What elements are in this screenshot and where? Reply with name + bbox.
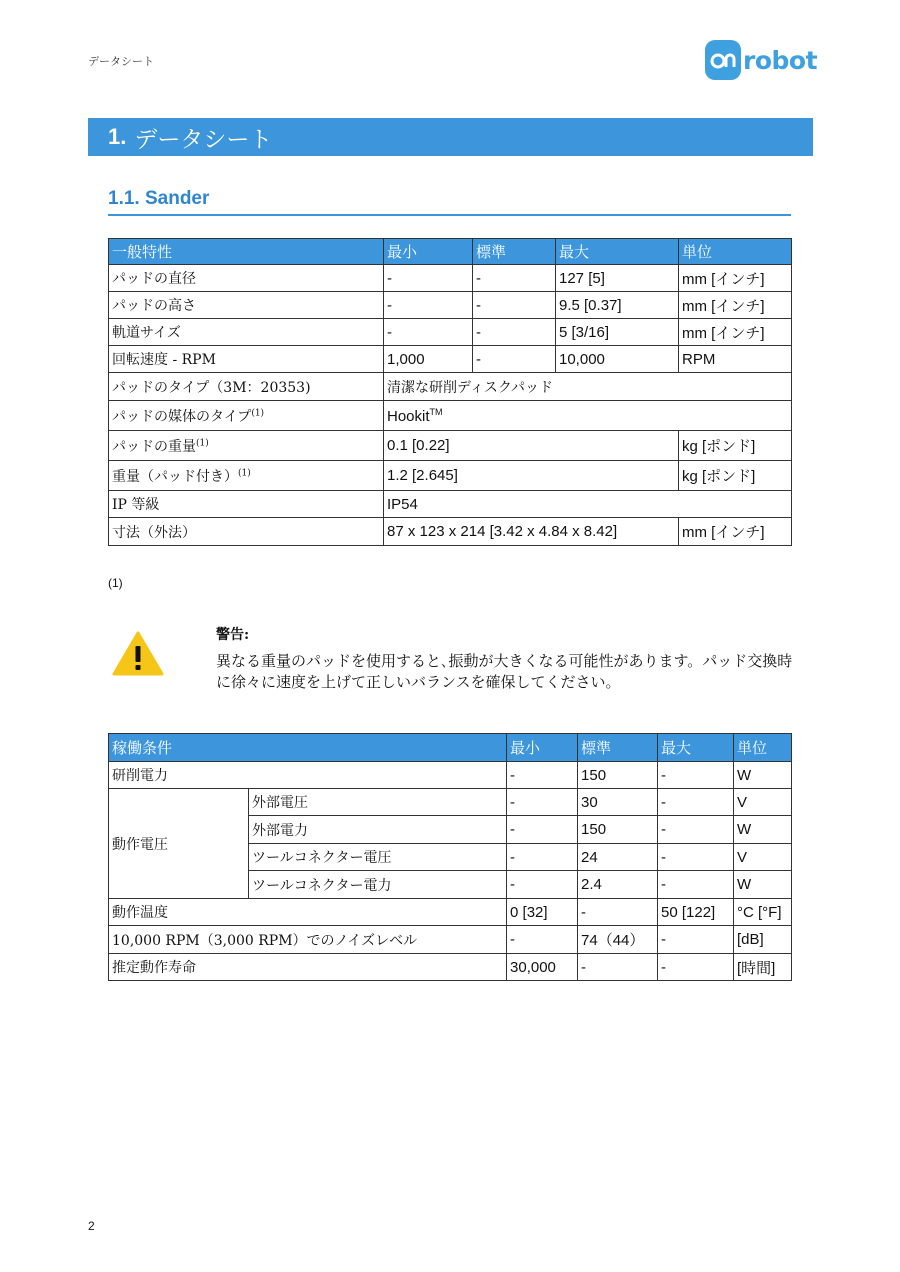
warning-title: 警告:	[216, 627, 250, 643]
cell-min: -	[507, 871, 578, 899]
table-row	[109, 926, 792, 954]
col-header: 標準	[578, 734, 658, 762]
table-row	[109, 491, 792, 518]
row-label: パッドの重量	[112, 438, 196, 455]
col-header: 単位	[679, 239, 792, 265]
cell-min: -	[507, 816, 578, 844]
cell-max: -	[658, 954, 734, 981]
cell-min: -	[507, 926, 578, 954]
col-header: 最小	[507, 734, 578, 762]
cell-max: -	[658, 816, 734, 844]
footnote: (1)	[108, 576, 123, 590]
cell-typ: -	[473, 265, 556, 292]
warning-icon	[112, 630, 164, 676]
cell-value: 87 x 123 x 214 [3.42 x 4.84 x 8.42]	[384, 518, 679, 546]
table-row	[109, 292, 792, 319]
cell-max: 10,000	[556, 346, 679, 373]
cell-min: 0 [32]	[507, 899, 578, 926]
row-label: パッドのタイプ（3M：20353)	[109, 373, 384, 401]
cell-typ: 74（44）	[578, 926, 658, 954]
cell-typ: -	[473, 292, 556, 319]
table-row	[109, 899, 792, 926]
cell-min: -	[384, 319, 473, 346]
table-row	[109, 346, 792, 373]
col-header: 単位	[734, 734, 792, 762]
cell-value-cell	[384, 401, 792, 431]
row-label-cell	[109, 431, 384, 461]
row-label: ツールコネクター電力	[249, 871, 507, 899]
cell-unit: W	[734, 762, 792, 789]
row-label: 動作温度	[109, 899, 507, 926]
cell-typ: -	[473, 319, 556, 346]
section-title: 1.1. Sander	[108, 188, 791, 216]
cell-value: Hookit	[387, 407, 430, 425]
table-row	[109, 954, 792, 981]
trademark-mark: TM	[429, 406, 443, 417]
cell-max: -	[658, 762, 734, 789]
cell-unit: V	[734, 789, 792, 816]
cell-value: 0.1 [0.22]	[384, 431, 679, 461]
col-header: 稼働条件	[109, 734, 507, 762]
cell-typ: -	[578, 954, 658, 981]
cell-unit: RPM	[679, 346, 792, 373]
cell-max: 127 [5]	[556, 265, 679, 292]
cell-max: -	[658, 789, 734, 816]
table-row	[109, 265, 792, 292]
logo-wordmark: robot	[743, 45, 818, 75]
row-label: 研削電力	[109, 762, 507, 789]
row-label: 外部電圧	[249, 789, 507, 816]
chapter-number: 1.	[108, 124, 127, 149]
cell-typ: -	[473, 346, 556, 373]
table-header-row	[109, 734, 792, 762]
row-label: 推定動作寿命	[109, 954, 507, 981]
operating-conditions-table	[108, 733, 792, 981]
table-row	[109, 431, 792, 461]
cell-value: 清潔な研削ディスクパッド	[384, 373, 792, 401]
cell-unit: W	[734, 871, 792, 899]
cell-unit: kg [ポンド]	[679, 461, 792, 491]
table-row	[109, 762, 792, 789]
onrobot-logo	[705, 40, 817, 80]
cell-unit: [時間]	[734, 954, 792, 981]
row-label: 軌道サイズ	[109, 319, 384, 346]
page-number: 2	[88, 1219, 95, 1233]
cell-unit: °C [°F]	[734, 899, 792, 926]
cell-min: -	[507, 762, 578, 789]
cell-unit: W	[734, 816, 792, 844]
row-label: IP 等級	[109, 491, 384, 518]
row-label-cell	[109, 401, 384, 431]
table-row	[109, 461, 792, 491]
cell-typ: 2.4	[578, 871, 658, 899]
col-header: 一般特性	[109, 239, 384, 265]
table-row	[109, 518, 792, 546]
table-row	[109, 373, 792, 401]
table-row	[109, 319, 792, 346]
table-row	[109, 789, 792, 816]
row-label: 10,000 RPM（3,000 RPM）でのノイズレベル	[109, 926, 507, 954]
group-label: 動作電圧	[109, 789, 249, 899]
row-label: 重量（パッド付き）	[112, 468, 238, 485]
col-header: 最大	[658, 734, 734, 762]
cell-typ: 30	[578, 789, 658, 816]
row-label-cell	[109, 461, 384, 491]
cell-unit: [dB]	[734, 926, 792, 954]
cell-min: -	[384, 292, 473, 319]
cell-max: 9.5 [0.37]	[556, 292, 679, 319]
cell-min: -	[507, 844, 578, 871]
cell-max: -	[658, 926, 734, 954]
cell-typ: -	[578, 899, 658, 926]
row-label: 回転速度 - RPM	[109, 346, 384, 373]
row-label: ツールコネクター電圧	[249, 844, 507, 871]
row-label: 寸法（外法）	[109, 518, 384, 546]
col-header: 最小	[384, 239, 473, 265]
col-header: 標準	[473, 239, 556, 265]
cell-unit: mm [インチ]	[679, 292, 792, 319]
cell-unit: kg [ポンド]	[679, 431, 792, 461]
table-row	[109, 401, 792, 431]
cell-typ: 150	[578, 816, 658, 844]
cell-min: -	[384, 265, 473, 292]
logo-mark-icon	[705, 40, 741, 80]
running-header: データシート	[88, 55, 154, 68]
cell-unit: V	[734, 844, 792, 871]
cell-max: -	[658, 844, 734, 871]
footnote-ref: (1)	[251, 407, 265, 418]
cell-typ: 150	[578, 762, 658, 789]
cell-value: IP54	[384, 491, 792, 518]
cell-min: -	[507, 789, 578, 816]
table-header-row	[109, 239, 792, 265]
cell-min: 30,000	[507, 954, 578, 981]
cell-unit: mm [インチ]	[679, 265, 792, 292]
col-header: 最大	[556, 239, 679, 265]
cell-max: 5 [3/16]	[556, 319, 679, 346]
footnote-ref: (1)	[196, 437, 209, 448]
row-label: パッドの直径	[109, 265, 384, 292]
cell-max: 50 [122]	[658, 899, 734, 926]
row-label: パッドの高さ	[109, 292, 384, 319]
cell-min: 1,000	[384, 346, 473, 373]
general-specs-table	[108, 238, 792, 546]
cell-unit: mm [インチ]	[679, 319, 792, 346]
warning-text: 異なる重量のパッドを使用すると､振動が大きくなる可能性があります。パッド交換時に徐々に速度を上げて正しいバランスを確保してください。	[216, 652, 793, 691]
cell-typ: 24	[578, 844, 658, 871]
row-label: 外部電力	[249, 816, 507, 844]
cell-max: -	[658, 871, 734, 899]
footnote-ref: (1)	[238, 467, 251, 478]
cell-unit: mm [インチ]	[679, 518, 792, 546]
cell-value: 1.2 [2.645]	[384, 461, 679, 491]
chapter-title: データシート	[134, 126, 273, 153]
chapter-heading	[88, 118, 813, 156]
row-label: パッドの媒体のタイプ	[112, 408, 252, 425]
